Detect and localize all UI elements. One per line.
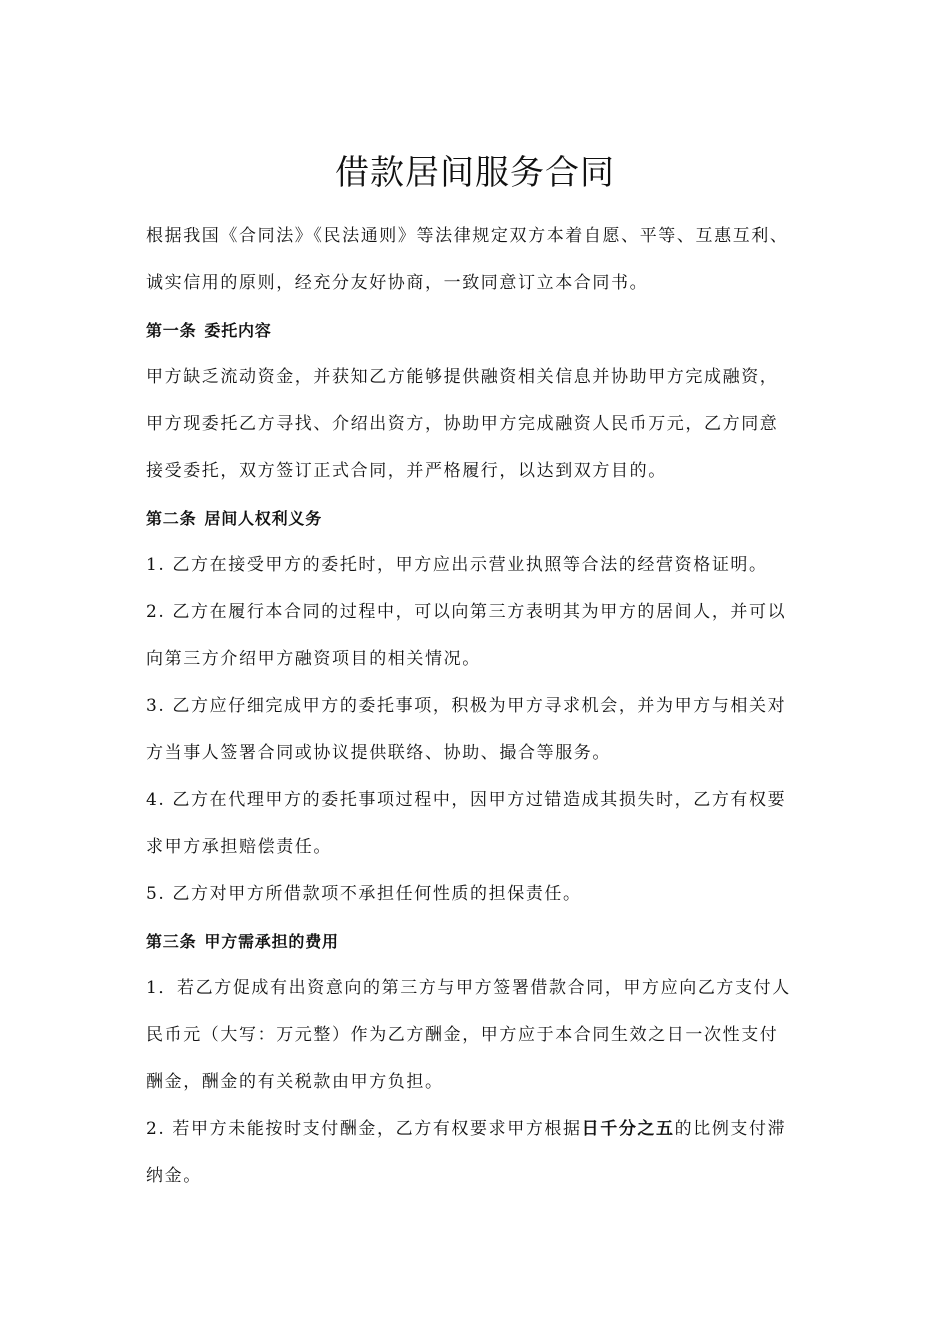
article-3-item-1-line-1: 1．若乙方促成有出资意向的第三方与甲方签署借款合同，甲方应向乙方支付人 bbox=[146, 978, 791, 998]
article-1-line-2: 甲方现委托乙方寻找、介绍出资方，协助甲方完成融资人民币万元，乙方同意 bbox=[146, 414, 779, 434]
article-1-heading bbox=[146, 307, 816, 354]
intro-line-2: 诚实信用的原则，经充分友好协商，一致同意订立本合同书。 bbox=[146, 273, 649, 293]
article-1-line-3: 接受委托，双方签订正式合同，并严格履行，以达到双方目的。 bbox=[146, 461, 667, 481]
article-1-line-1: 甲方缺乏流动资金，并获知乙方能够提供融资相关信息并协助甲方完成融资， bbox=[146, 367, 779, 387]
intro-line-1: 根据我国《合同法》《民法通则》等法律规定双方本着自愿、平等、互惠互利、 bbox=[146, 226, 789, 246]
article-2-item-4-line-1: 4. 乙方在代理甲方的委托事项过程中，因甲方过错造成其损失时，乙方有权要 bbox=[146, 790, 787, 810]
article-2-item-3-line-1: 3. 乙方应仔细完成甲方的委托事项，积极为甲方寻求机会，并为甲方与相关对 bbox=[146, 696, 787, 716]
article-2-number: 第二条 bbox=[146, 509, 197, 528]
article-2-item-2-line-2: 向第三方介绍甲方融资项目的相关情况。 bbox=[146, 649, 481, 669]
article-1-name: 委托内容 bbox=[204, 321, 272, 340]
article-2-heading bbox=[146, 495, 816, 542]
document-body bbox=[146, 213, 816, 1200]
article-3-item-2-line-1 bbox=[146, 1106, 816, 1153]
article-2-item-1: 1. 乙方在接受甲方的委托时，甲方应出示营业执照等合法的经营资格证明。 bbox=[146, 555, 768, 575]
document-title: 借款居间服务合同 bbox=[335, 153, 615, 193]
article-1-number: 第一条 bbox=[146, 321, 197, 340]
article-3-item-1-line-2: 民币元（大写：万元整）作为乙方酬金，甲方应于本合同生效之日一次性支付 bbox=[146, 1025, 779, 1045]
article-3-name: 甲方需承担的费用 bbox=[204, 932, 339, 951]
article-2-item-5: 5. 乙方对甲方所借款项不承担任何性质的担保责任。 bbox=[146, 884, 582, 904]
article-3-number: 第三条 bbox=[146, 932, 197, 951]
article-3-item-2-text-after: 的比例支付滞 bbox=[674, 1119, 787, 1139]
article-3-item-2-line-2: 纳金。 bbox=[146, 1166, 202, 1186]
article-3-item-1-line-3: 酬金，酬金的有关税款由甲方负担。 bbox=[146, 1072, 444, 1092]
article-3-heading bbox=[146, 918, 816, 965]
late-fee-rate: 日千分之五 bbox=[581, 1119, 675, 1139]
article-2-item-4-line-2: 求甲方承担赔偿责任。 bbox=[146, 837, 332, 857]
article-2-item-2-line-1: 2. 乙方在履行本合同的过程中，可以向第三方表明其为甲方的居间人，并可以 bbox=[146, 602, 787, 622]
article-3-item-2-text-before: 2. 若甲方未能按时支付酬金，乙方有权要求甲方根据 bbox=[146, 1119, 582, 1139]
article-2-name: 居间人权利义务 bbox=[204, 509, 323, 528]
article-2-item-3-line-2: 方当事人签署合同或协议提供联络、协助、撮合等服务。 bbox=[146, 743, 611, 763]
